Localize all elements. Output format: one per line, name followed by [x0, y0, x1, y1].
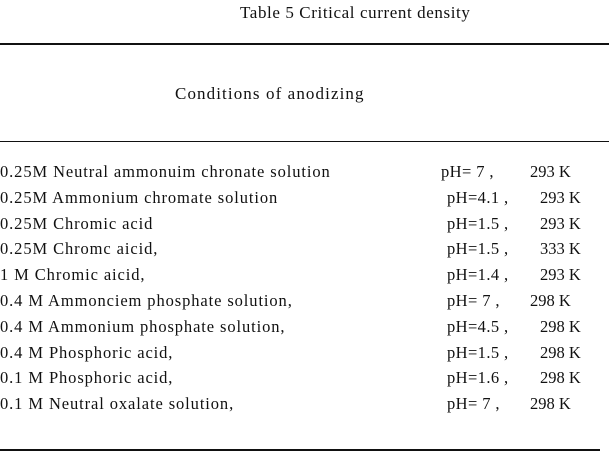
temperature-cell: 293 K — [540, 265, 581, 285]
header-rule — [0, 141, 609, 142]
condition-cell: 0.4 M Ammonium phosphate solution, — [0, 316, 286, 336]
column-header: Conditions of anodizing — [175, 84, 365, 103]
table-row — [0, 368, 609, 394]
condition-cell: 0.4 M Ammonciem phosphate solution, — [0, 290, 293, 310]
condition-cell: 0.1 M Phosphoric acid, — [0, 368, 174, 388]
ph-cell: pH= 7 , — [447, 394, 500, 414]
temperature-cell: 293 K — [540, 213, 581, 233]
table-row — [0, 394, 609, 420]
condition-cell: 0.1 M Neutral oxalate solution, — [0, 394, 235, 414]
ph-cell: pH=1.5 , — [447, 342, 509, 362]
temperature-cell: 293 K — [540, 187, 581, 207]
condition-cell: 0.25M Chromic acid — [0, 213, 154, 233]
table-row — [0, 291, 609, 317]
ph-cell: pH=4.1 , — [447, 187, 509, 207]
condition-cell: 0.4 M Phosphoric acid, — [0, 342, 174, 362]
table-row — [0, 265, 609, 291]
temperature-cell: 293 K — [530, 162, 571, 181]
table-row — [0, 214, 609, 240]
ph-cell: pH=4.5 , — [447, 316, 509, 336]
ph-cell: pH=1.5 , — [447, 213, 509, 233]
condition-cell: 0.25M Chromc aicid, — [0, 239, 159, 259]
condition-cell: 0.25M Neutral ammonuim chronate solution — [0, 162, 331, 181]
bottom-rule — [0, 449, 600, 451]
temperature-cell: 298 K — [540, 368, 581, 388]
top-rule — [0, 43, 609, 45]
temperature-cell: 298 K — [530, 394, 571, 414]
temperature-cell: 298 K — [540, 342, 581, 362]
table-row — [0, 343, 609, 369]
ph-cell: pH=1.6 , — [447, 368, 509, 388]
table-row — [0, 239, 609, 265]
ph-cell: pH= 7 , — [447, 290, 500, 310]
condition-cell: 1 M Chromic aicid, — [0, 265, 146, 285]
condition-cell: 0.25M Ammonium chromate solution — [0, 187, 279, 207]
table-row — [0, 162, 609, 188]
temperature-cell: 298 K — [540, 316, 581, 336]
table-row — [0, 317, 609, 343]
ph-cell: pH= 7 , — [441, 162, 494, 181]
temperature-cell: 333 K — [540, 239, 581, 259]
table-title: Table 5 Critical current density — [240, 3, 471, 22]
ph-cell: pH=1.5 , — [447, 239, 509, 259]
temperature-cell: 298 K — [530, 290, 571, 310]
ph-cell: pH=1.4 , — [447, 265, 509, 285]
table-body — [0, 162, 609, 420]
table-row — [0, 188, 609, 214]
